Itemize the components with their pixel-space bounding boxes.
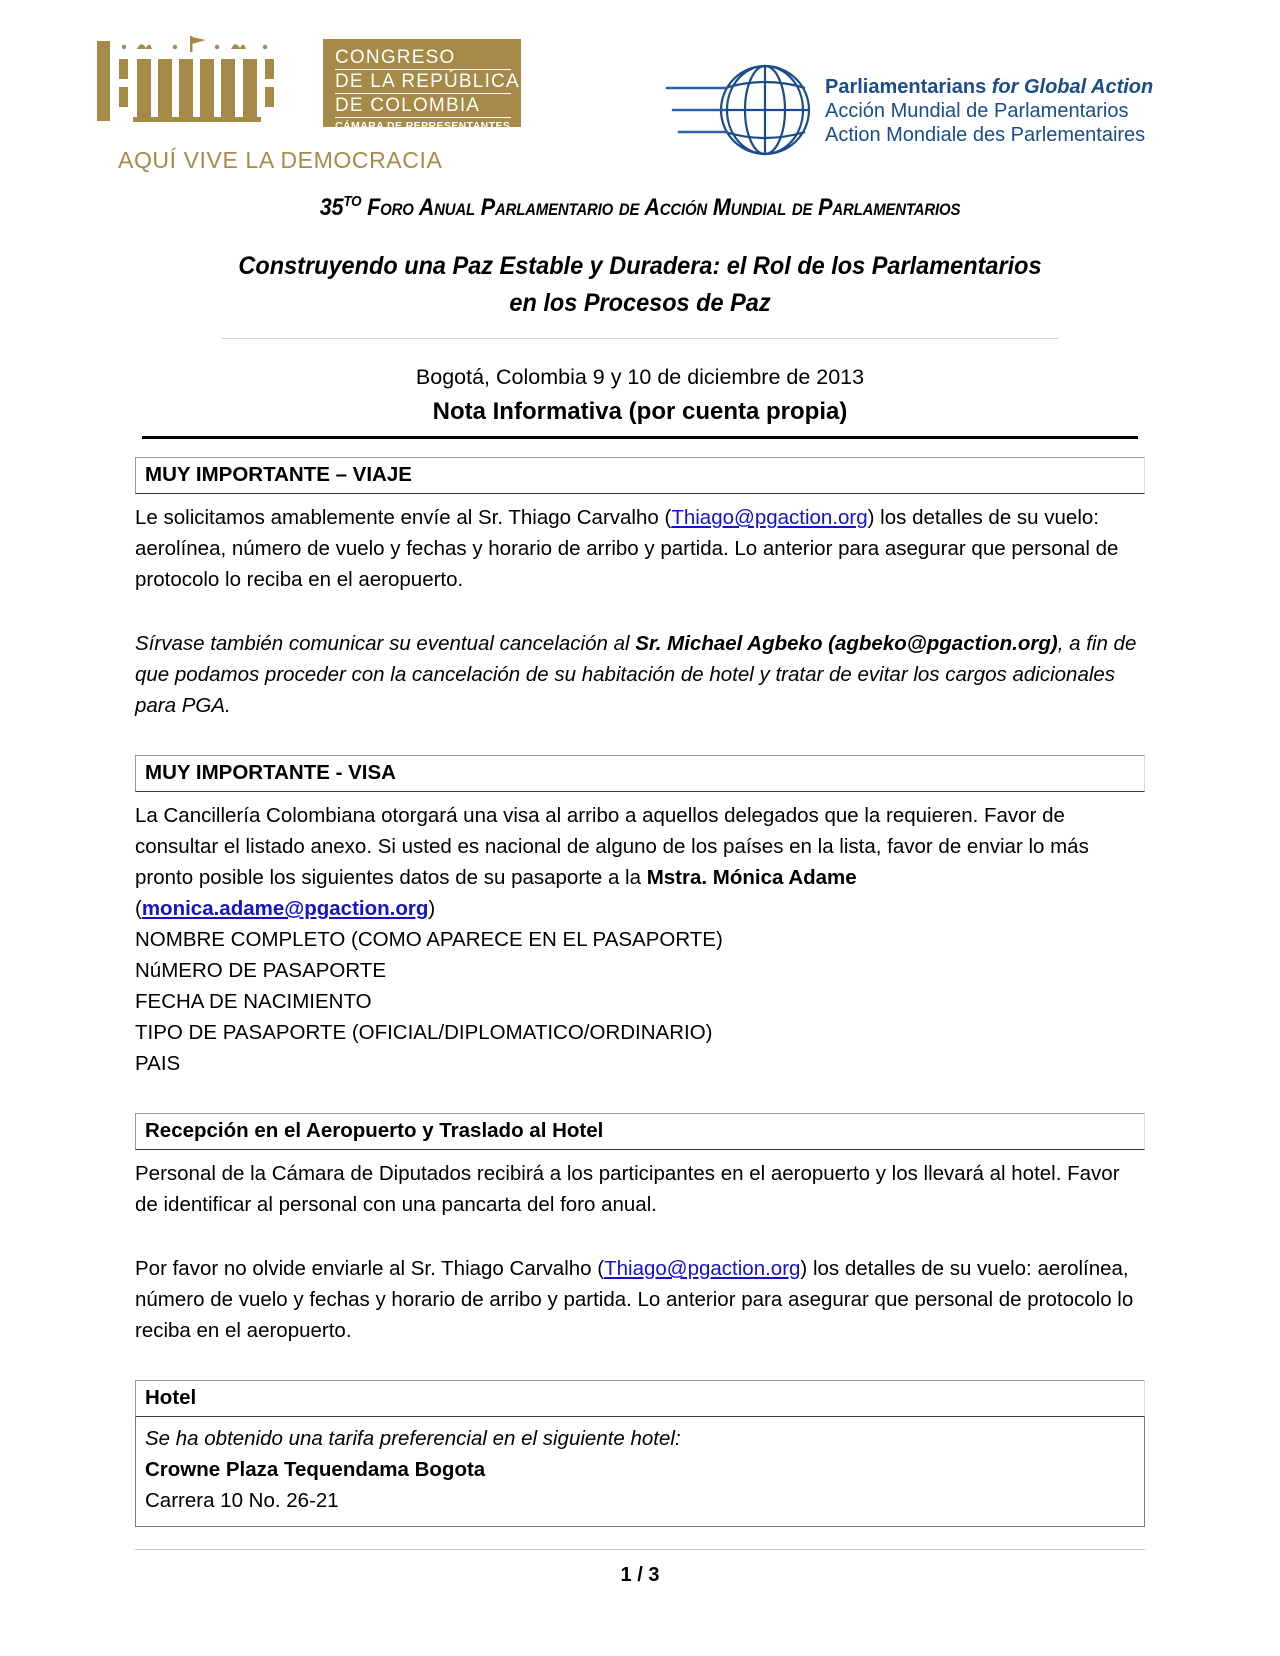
congreso-subline: CÁMARA DE REPRESENTANTES [335,120,511,132]
congreso-building-icon [93,33,323,133]
hotel-address: Carrera 10 No. 26-21 [145,1489,339,1513]
hotel-intro: Se ha obtenido una tarifa preferencial en el siguiente hotel: [145,1427,681,1451]
hotel-details-box [135,1417,1145,1527]
title-block [140,193,1140,439]
passport-field: TIPO DE PASAPORTE (OFICIAL/DIPLOMATICO/ORDINARIO) [135,1021,713,1045]
paragraph-spacer [135,595,1145,620]
pga-line-2: Acción Mundial de Parlamentarios [825,99,1129,122]
congreso-line-3: DE COLOMBIA [335,96,511,118]
congreso-line-1: CONGRESO [335,48,511,70]
pga-line-1: Parliamentarians for Global Action [825,75,1154,98]
contact-michael-agbeko: Sr. Michael Agbeko (agbeko@pgaction.org) [635,632,1058,656]
forum-title: $35^{TO}$ Foro Anual Parlamentario de Acción Mundial de Parlamentarios [319,193,961,222]
passport-field: FECHA DE NACIMIENTO [135,990,372,1014]
pga-logo [665,58,1153,163]
document-body [135,439,1145,1587]
visa-email-line: (monica.adame@pgaction.org) [135,897,436,921]
email-link-thiago-2[interactable]: Thiago@pgaction.org [604,1257,801,1281]
section-heading-visa: MUY IMPORTANTE - VISA [135,755,1145,792]
section-heading-hotel: Hotel [135,1380,1145,1417]
viaje-paragraph-2: Sírvase también comunicar su eventual cancelación al Sr. Michael Agbeko (agbeko@pgaction.org), a fin de que podamos proceder con la cancelación de su habitación de hotel y tratar de evitar los cargos adicionales para PGA. [135,632,1137,718]
theme-title-line-1: Construyendo una Paz Estable y Duradera: el Rol de los Parlamentarios [238,252,1042,281]
document-header [0,0,1280,185]
passport-field: NOMBRE COMPLETO (COMO APARECE EN EL PASAPORTE) [135,928,723,952]
aeropuerto-paragraph-2: Por favor no olvide enviarle al Sr. Thiago Carvalho (Thiago@pgaction.org) los detalles de su vuelo: aerolínea, número de vuelo y fechas y horario de arribo y partida. Lo anterior para asegurar que personal de protocolo lo reciba en el aeropuerto. [135,1257,1134,1343]
passport-fields-list [135,924,1145,1079]
paragraph-spacer [135,1220,1145,1245]
globe-icon [665,58,815,163]
section-spacer-aeropuerto [135,1346,1145,1380]
section-spacer-viaje [135,721,1145,755]
viaje-paragraph-1: Le solicitamos amablemente envíe al Sr. Thiago Carvalho (Thiago@pgaction.org) los detalles de su vuelo: aerolínea, número de vuelo y fechas y horario de arribo y partida. Lo anterior para asegurar que personal de protocolo lo reciba en el aeropuerto. [135,506,1119,592]
title-divider [222,338,1058,339]
passport-field: PAIS [135,1052,181,1076]
dateline: Bogotá, Colombia 9 y 10 de diciembre de 2013 [415,365,865,390]
email-link-monica-adame[interactable]: monica.adame@pgaction.org [141,897,429,921]
theme-title [170,248,1110,322]
visa-paragraph-1: La Cancillería Colombiana otorgará una visa al arribo a aquellos delegados que la requieren. Favor de consultar el listado anexo. Si usted es nacional de alguno de los países en la lista, favor de enviar lo más pronto posible los siguientes datos de su pasaporte a la Mstra. Mónica Adame [135,804,1089,890]
section-spacer-visa [135,1079,1145,1113]
theme-title-line-2: en los Procesos de Paz [509,289,771,318]
passport-field: NúMERO DE PASAPORTE [135,959,386,983]
hotel-name: Crowne Plaza Tequendama Bogota [145,1458,486,1482]
email-link-thiago-1[interactable]: Thiago@pgaction.org [671,506,868,530]
congreso-tagline: AQUÍ VIVE LA DEMOCRACIA [118,147,443,173]
footer-divider [135,1549,1145,1550]
congreso-logo [93,33,523,174]
congreso-wordmark [323,39,521,132]
pga-line-3: Action Mondiale des Parlementaires [825,123,1146,146]
document-subtitle: Nota Informativa (por cuenta propia) [432,398,848,426]
contact-monica-adame: Mstra. Mónica Adame [646,866,857,890]
congreso-line-2: DE LA REPÚBLICA [335,71,520,92]
page-number: 1 / 3 [620,1564,660,1587]
section-heading-viaje: MUY IMPORTANTE – VIAJE [135,457,1145,494]
section-heading-aeropuerto: Recepción en el Aeropuerto y Traslado al Hotel [135,1113,1145,1150]
aeropuerto-paragraph-1: Personal de la Cámara de Diputados recibirá a los participantes en el aeropuerto y los llevará al hotel. Favor de identificar al personal con una pancarta del foro anual. [135,1162,1120,1217]
